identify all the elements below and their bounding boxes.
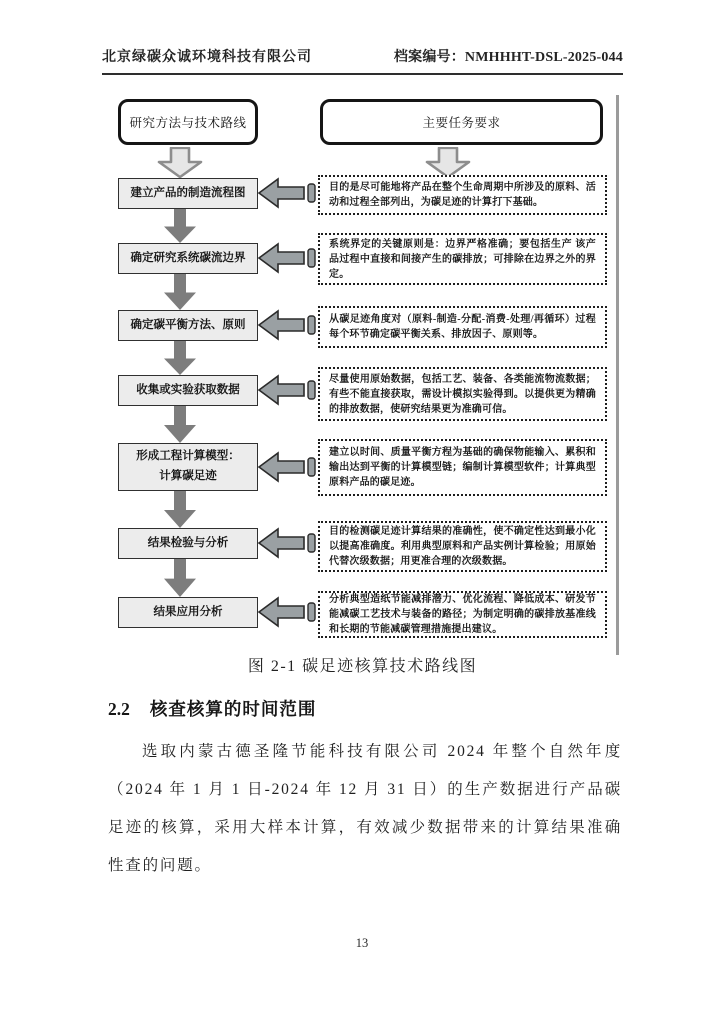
archive-number: 档案编号：NMHHHT-DSL-2025-044 xyxy=(393,50,623,65)
task-text: 系统界定的关键原则是：边界严格准确；要包括生产 该产品过程中直接和间接产生的碳排放；可排除在边界之外的界定。 xyxy=(329,238,596,280)
task-box xyxy=(318,175,607,215)
document-header xyxy=(102,46,623,75)
figure-caption: 图 2-1 碳足迹核算技术路线图 xyxy=(247,658,478,675)
company-name: 北京绿碳众诚环境科技有限公司 xyxy=(102,50,312,65)
task-text: 从碳足迹角度对（原料-制造-分配-消费-处理/再循环）过程每个环节确定碳平衡关系、排放因子、原则等。 xyxy=(329,314,596,340)
left-arrow-icon xyxy=(257,373,319,407)
flow-left-column-header: 研究方法与技术路线 xyxy=(118,99,258,145)
step-box: 结果应用分析 xyxy=(118,597,258,628)
section-heading xyxy=(108,696,316,721)
left-arrow-icon xyxy=(257,241,319,275)
step-box: 确定碳平衡方法、原则 xyxy=(118,310,258,341)
figure-right-border xyxy=(616,95,619,655)
section-number: 2.2 xyxy=(108,699,130,719)
task-box xyxy=(318,233,607,285)
down-arrow-icon xyxy=(163,341,197,375)
down-arrow-icon xyxy=(163,491,197,528)
task-box xyxy=(318,521,607,572)
section-title: 核查核算的时间范围 xyxy=(149,699,317,719)
task-text: 建立以时间、质量平衡方程为基础的确保物能输入、累积和输出达到平衡的计算模型链；编制计算模型软件；计算典型原料产品的碳足迹。 xyxy=(329,447,596,488)
task-text: 目的是尽可能地将产品在整个生命周期中所涉及的原料、活动和过程全部列出，为碳足迹的计算打下基础。 xyxy=(329,182,596,208)
task-box xyxy=(318,367,607,421)
down-arrow-icon xyxy=(163,274,197,310)
down-arrow-icon xyxy=(163,559,197,597)
left-arrow-icon xyxy=(257,308,319,342)
left-arrow-icon xyxy=(257,595,319,629)
task-text: 分析典型造纸节能减排潜力、优化流程、降低成本、研发节能减碳工艺技术与装备的路径；为制定明确的碳排放基准线和长期的节能减碳管理措施提出建议。 xyxy=(329,594,596,635)
body-paragraph: 选取内蒙古德圣隆节能科技有限公司 2024 年整个自然年度（2024 年 1 月 1 日-2024 年 12 月 31 日）的生产数据进行产品碳足迹的核算，采用大样本计算，有效减少数据带来的计算结果准确性查的问题。 xyxy=(108,743,622,874)
left-arrow-icon xyxy=(257,450,319,484)
task-box xyxy=(318,439,607,496)
step-line: 计算碳足迹 xyxy=(159,470,217,482)
step-line: 形成工程计算模型： xyxy=(136,450,240,463)
step-box: 建立产品的制造流程图 xyxy=(118,178,258,209)
flowchart-figure xyxy=(105,95,620,657)
left-arrow-icon xyxy=(257,176,319,210)
hollow-down-arrow-icon xyxy=(157,147,203,178)
step-box xyxy=(118,443,258,491)
hollow-down-arrow-icon xyxy=(425,147,471,178)
down-arrow-icon xyxy=(163,209,197,243)
task-box xyxy=(318,591,607,638)
page-number: 13 xyxy=(355,936,369,950)
down-arrow-icon xyxy=(163,406,197,443)
step-box: 确定研究系统碳流边界 xyxy=(118,243,258,274)
flow-right-column-header: 主要任务要求 xyxy=(320,99,603,145)
task-text: 尽量使用原始数据，包括工艺、装备、各类能流物流数据；有些不能直接获取，需设计模拟实验得到。以提供更为精确的排放数据，使研究结果更为准确可信。 xyxy=(329,373,596,415)
task-text: 目的检测碳足迹计算结果的准确性，使不确定性达到最小化以提高准确度。利用典型原料和产品实例计算检验；用原始代替次级数据；用更准合理的次级数据。 xyxy=(329,526,596,567)
task-box xyxy=(318,306,607,348)
step-box: 结果检验与分析 xyxy=(118,528,258,559)
left-arrow-icon xyxy=(257,526,319,560)
step-box: 收集或实验获取数据 xyxy=(118,375,258,406)
